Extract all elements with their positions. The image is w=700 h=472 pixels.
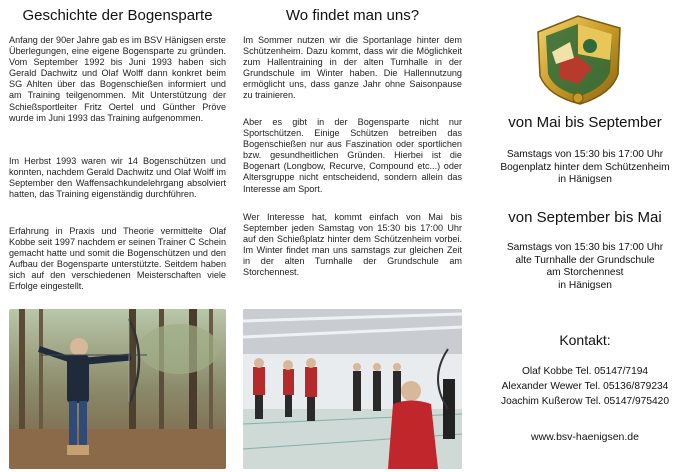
location-paragraph-3: Wer Interesse hat, kommt einfach von Mai bis September jeden Samstag von 15:30 bis 17:00 Uhr auf den Schießplatz hinter dem Schützenheim vorbei. Im Winter findet man uns samstags zur gleichen Zeit in der alten Turnhalle der Grundschule am Storchennest. (243, 212, 462, 278)
contact-line-wewer: Alexander Wewer Tel. 05136/879234 (501, 381, 669, 392)
contact-title: Kontakt: (559, 332, 611, 348)
indoor-training-photo (243, 309, 462, 469)
winter-line-place: alte Turnhalle der Grundschule (515, 254, 655, 266)
location-paragraph-2: Aber es gibt in der Bogensparte nicht nur Sportschützen. Einige Schützen betreiben das Bogenschießen nur aus Faszination oder sportlichen bzw. gesundheitlichen Gründen. Hierbei ist die Bogenart (Longbow, Recurve, Compound etc...) oder Altersgruppe nicht entscheidend, sondern allein das Interesse am Sport. (243, 117, 462, 194)
contact-line-kusserow: Joachim Kußerow Tel. 05147/975420 (500, 396, 669, 407)
website-link[interactable]: www.bsv-haenigsen.de (531, 431, 639, 443)
indoor-training-image (243, 309, 462, 469)
club-badge-emblem (530, 12, 626, 108)
summer-line-time: Samstags von 15:30 bis 17:00 Uhr (506, 149, 664, 160)
archer-forest-photo (9, 309, 226, 469)
contact-line-kobbe: Olaf Kobbe Tel. 05147/7194 (521, 366, 649, 377)
summer-line-place: Bogenplatz hinter dem Schützenheim (500, 161, 670, 173)
history-paragraph-2: Im Herbst 1993 waren wir 14 Bogenschützen und konnten, nachdem Gerald Dachwitz und Olaf Wolff im September den Waffensachkundelehrgang absolviert hatten, das Training eigenständig durchführen. (9, 156, 226, 200)
winter-line-town: in Hänigsen (558, 279, 612, 291)
winter-line-street: am Storchennest (546, 267, 624, 279)
summer-line-town: in Hänigsen (558, 174, 612, 186)
club-badge-image (530, 12, 626, 108)
archer-forest-image (9, 309, 226, 469)
winter-title: von September bis Mai (508, 209, 662, 226)
history-title: Geschichte der Bogensparte (22, 7, 213, 24)
summer-details (478, 149, 692, 187)
summer-title: von Mai bis September (508, 114, 662, 131)
winter-line-time: Samstags von 15:30 bis 17:00 Uhr (506, 242, 664, 253)
history-paragraph-1: Anfang der 90er Jahre gab es im BSV Hänigsen erste Überlegungen, eine eigene Bogensparte zu gründen. Vom September 1992 bis Juni 1993 haben sich Gerald Dachwitz und Olaf Wolff dann konkret beim SG Ahlten über das Bogenschießen informiert und am Training teilgenommen. Mit Unterstützung der Schießsportleiter Fritz Oertel und Günther Pröve wurde im Juni 1993 das Training aufgenommen. (9, 35, 226, 123)
location-title: Wo findet man uns? (285, 7, 420, 24)
winter-details (478, 242, 692, 292)
location-paragraph-1: Im Sommer nutzen wir die Sportanlage hinter dem Schützenheim. Dazu kommt, dass wir die Möglichkeit zum Hallentraining in der alten Turnhalle in der Grundschule im Winter haben. Die Hallennutzung ermöglicht uns, dass ganze Jahr ohne Saisonpause zu trainieren. (243, 35, 462, 101)
history-paragraph-3: Erfahrung in Praxis und Theorie vermittelte Olaf Kobbe seit 1997 nachdem er seinen Trainer C Schein gemacht hatte und somit die Bogenschützen und den Aufbau der Bogensparte unterstützte. Seitdem haben sich auf den verschiedenen Meisterschaften viele Erfolge eingestellt. (9, 226, 226, 292)
contact-list (478, 364, 692, 409)
